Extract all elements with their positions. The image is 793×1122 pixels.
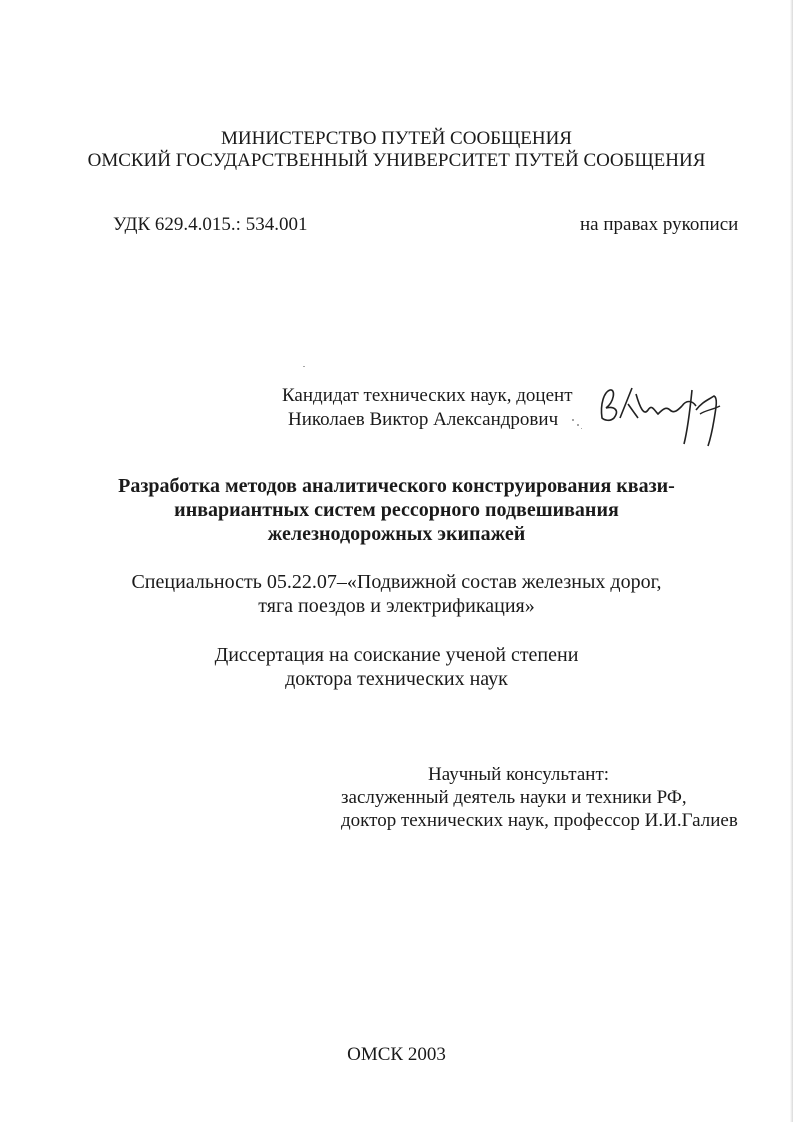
dissertation-title-line-3: железнодорожных экипажей — [267, 523, 526, 545]
handwritten-signature — [596, 380, 736, 450]
consultant-name: доктор технических наук, профессор И.И.Галиев — [341, 810, 738, 831]
university-name: ОМСКИЙ ГОСУДАРСТВЕННЫЙ УНИВЕРСИТЕТ ПУТЕЙ СООБЩЕНИЯ — [87, 150, 706, 171]
scan-speck — [572, 419, 574, 421]
dissertation-title-line-2: инвариантных систем рессорного подвешивания — [174, 499, 619, 521]
degree-sought-line-1: Диссертация на соискание ученой степени — [214, 644, 579, 666]
specialty-line-2: тяга поездов и электрификация» — [258, 595, 535, 617]
scan-speck — [581, 428, 582, 429]
specialty-line-1: Специальность 05.22.07–«Подвижной состав железных дорог, — [131, 571, 662, 593]
author-name: Николаев Виктор Александрович — [288, 409, 559, 430]
consultant-label: Научный консультант: — [428, 764, 610, 785]
rights-notice: на правах рукописи — [580, 214, 739, 235]
author-degree: Кандидат технических наук, доцент — [282, 385, 573, 406]
degree-sought-line-2: доктора технических наук — [285, 668, 508, 690]
city-year: ОМСК 2003 — [347, 1044, 446, 1065]
consultant-title: заслуженный деятель науки и техники РФ, — [341, 787, 687, 808]
ministry-name: МИНИСТЕРСТВО ПУТЕЙ СООБЩЕНИЯ — [221, 128, 572, 149]
scan-speck — [303, 366, 305, 367]
scan-speck — [577, 424, 579, 426]
udk-code: УДК 629.4.015.: 534.001 — [113, 214, 308, 235]
dissertation-title-line-1: Разработка методов аналитического конструирования квази- — [118, 475, 675, 497]
